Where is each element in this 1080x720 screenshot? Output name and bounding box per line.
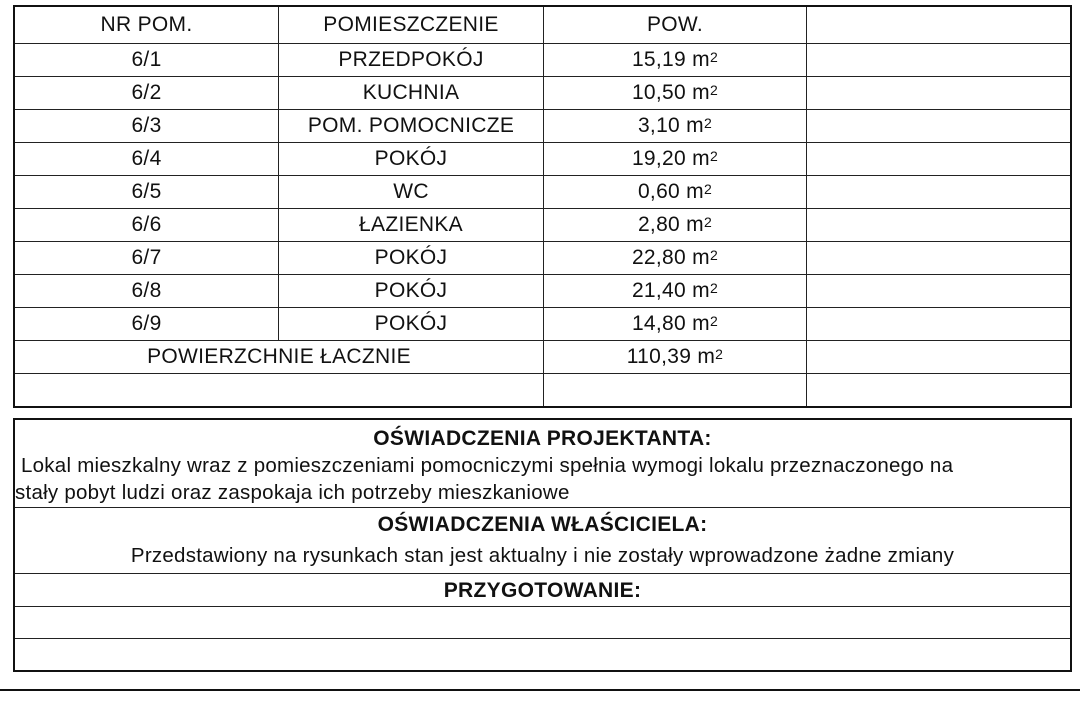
owner-statement-heading: OŚWIADCZENIA WŁAŚCICIELA:: [15, 507, 1070, 541]
table-row: [15, 274, 1070, 307]
preparation-heading: PRZYGOTOWANIE:: [15, 573, 1070, 606]
empty-cell: [15, 374, 543, 406]
room-nr: 6/4: [131, 147, 162, 170]
table-row: [15, 43, 1070, 76]
room-name: POKÓJ: [278, 242, 543, 274]
room-nr: 6/7: [131, 246, 162, 269]
room-nr: 6/1: [131, 48, 162, 71]
room-name: POKÓJ: [278, 308, 543, 340]
room-area: 21,40 m 2: [543, 275, 806, 307]
designer-statement-heading: OŚWIADCZENIA PROJEKTANTA:: [373, 427, 712, 450]
room-name: ŁAZIENKA: [278, 209, 543, 241]
empty-cell: [806, 374, 1070, 406]
room-area: 3,10 m 2: [543, 110, 806, 142]
room-nr: 6/2: [131, 81, 162, 104]
room-name: POKÓJ: [278, 143, 543, 175]
empty-row: [15, 373, 1070, 406]
header-area: POW.: [543, 7, 806, 43]
table-header-row: [15, 7, 1070, 43]
table-row: [15, 175, 1070, 208]
room-area: 0,60 m 2: [543, 176, 806, 208]
total-label: POWIERZCHNIE ŁACZNIE: [147, 345, 411, 368]
table-row: [15, 142, 1070, 175]
empty-cell: [806, 143, 1070, 175]
header-empty: [806, 7, 1070, 43]
room-area-table: [13, 5, 1072, 408]
empty-cell: [806, 209, 1070, 241]
designer-statement-line: Lokal mieszkalny wraz z pomieszczeniami pomocniczymi spełnia wymogi lokalu przeznaczonego na: [21, 454, 954, 477]
table-row: [15, 109, 1070, 142]
room-area: 19,20 m 2: [543, 143, 806, 175]
room-nr: 6/5: [131, 180, 162, 203]
empty-cell: [806, 308, 1070, 340]
statements-box: [13, 418, 1072, 672]
room-nr: 6/6: [131, 213, 162, 236]
bottom-border-line: [0, 689, 1080, 691]
room-area: 10,50 m 2: [543, 77, 806, 109]
room-name: PRZEDPOKÓJ: [278, 44, 543, 76]
total-row: [15, 340, 1070, 373]
room-name: WC: [278, 176, 543, 208]
empty-cell: [806, 341, 1070, 373]
room-nr: 6/9: [131, 312, 162, 335]
room-name: POM. POMOCNICZE: [278, 110, 543, 142]
table-row: [15, 241, 1070, 274]
empty-row: [15, 638, 1070, 670]
empty-row: [15, 606, 1070, 638]
room-area: 2,80 m 2: [543, 209, 806, 241]
table-row: [15, 76, 1070, 109]
room-nr: 6/8: [131, 279, 162, 302]
empty-cell: [806, 176, 1070, 208]
empty-cell: [806, 275, 1070, 307]
owner-statement-text: Przedstawiony na rysunkach stan jest aktualny i nie zostały wprowadzone żadne zmiany: [130, 544, 955, 567]
table-row: [15, 307, 1070, 340]
room-name: POKÓJ: [278, 275, 543, 307]
empty-cell: [806, 77, 1070, 109]
empty-cell: [806, 44, 1070, 76]
empty-cell: [543, 374, 806, 406]
header-nr: NR POM.: [100, 13, 193, 36]
empty-cell: [806, 242, 1070, 274]
designer-statement-line: stały pobyt ludzi oraz zaspokaja ich potrzeby mieszkaniowe: [15, 481, 570, 504]
room-name: KUCHNIA: [278, 77, 543, 109]
header-room: POMIESZCZENIE: [278, 7, 543, 43]
room-nr: 6/3: [131, 114, 162, 137]
table-row: [15, 208, 1070, 241]
room-area: 15,19 m 2: [543, 44, 806, 76]
total-area: 110,39 m 2: [543, 341, 806, 373]
room-area: 14,80 m 2: [543, 308, 806, 340]
empty-cell: [806, 110, 1070, 142]
room-area: 22,80 m 2: [543, 242, 806, 274]
designer-statement-text: [15, 450, 1070, 508]
